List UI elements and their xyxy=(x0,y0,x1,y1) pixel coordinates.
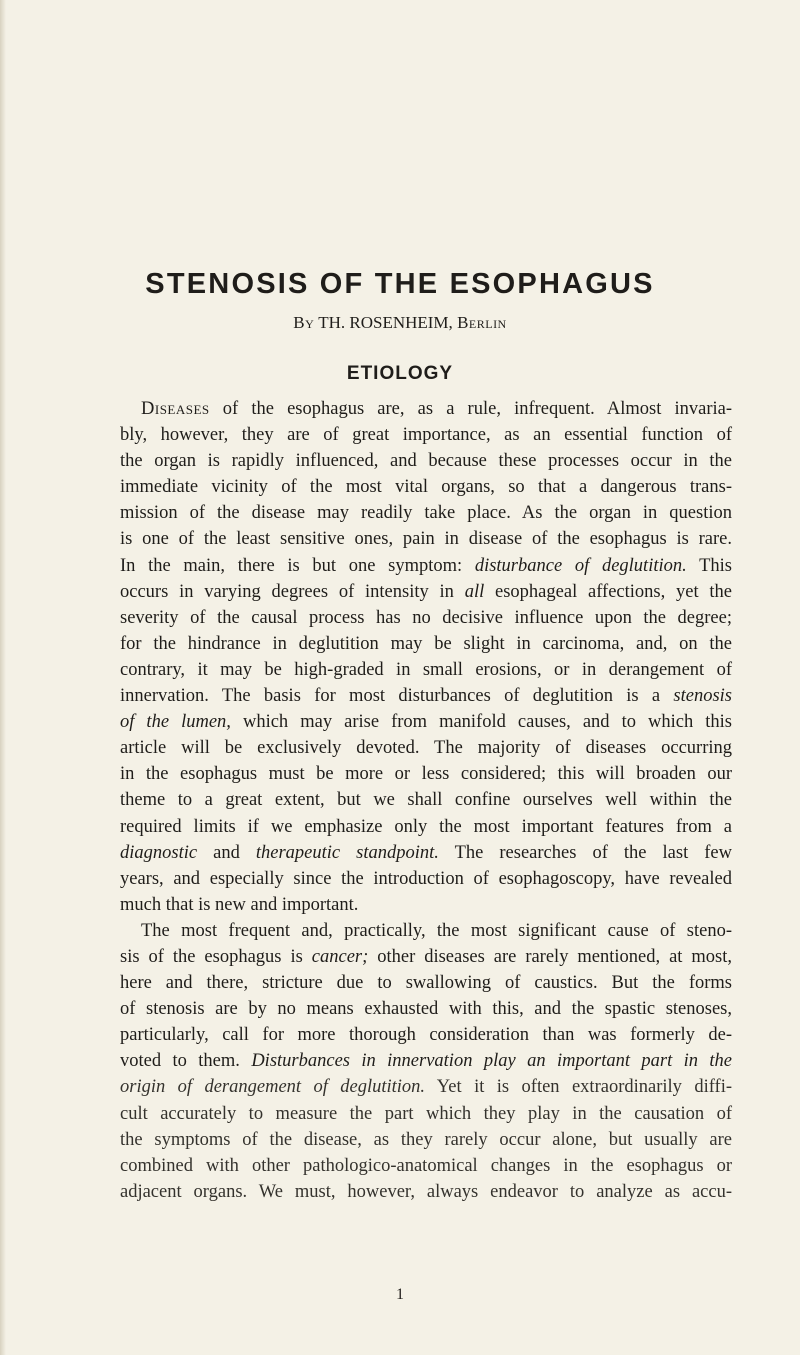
byline-by: By xyxy=(293,313,315,332)
byline xyxy=(0,313,800,333)
text-line xyxy=(120,1074,732,1100)
emphasis: all xyxy=(464,581,485,602)
text-line: in the esophagus must be more or less considered; this will broaden our xyxy=(120,764,732,785)
byline-location: Berlin xyxy=(457,313,507,332)
text-line: theme to a great extent, but we shall confine ourselves well within the xyxy=(120,790,732,811)
text-line: of stenosis are by no means exhausted with this, and the spastic stenoses, xyxy=(120,999,732,1020)
emphasis: diagnostic xyxy=(120,842,198,863)
text-span: which may arise from manifold causes, and to which this xyxy=(230,712,733,733)
text-line: contrary, it may be high-graded in small erosions, or in derangement of xyxy=(120,659,732,680)
text-line: the symptoms of the disease, as they rarely occur alone, but usually are xyxy=(120,1129,732,1150)
emphasis: stenosis xyxy=(673,686,732,707)
emphasis: therapeutic standpoint. xyxy=(255,842,439,863)
text-line xyxy=(120,944,732,970)
text-line xyxy=(120,1048,732,1074)
text-line: The most frequent and, practically, the most significant cause of steno- xyxy=(141,920,732,941)
text-span: sis of the esophagus is xyxy=(120,946,312,967)
text-line: much that is new and important. xyxy=(120,894,359,915)
text-line xyxy=(120,840,732,866)
page-gutter-shadow xyxy=(0,0,6,1355)
emphasis: of the lumen, xyxy=(120,712,231,733)
text-line: immediate vicinity of the most vital organs, so that a dangerous trans- xyxy=(120,477,732,498)
text-span: The researches of the last few xyxy=(438,842,732,863)
text-line: the organ is rapidly influenced, and because these processes occur in the xyxy=(120,451,732,472)
text-line: here and there, stricture due to swallowing of caustics. But the forms xyxy=(120,973,732,994)
text-line: is one of the least sensitive ones, pain in disease of the esophagus is rare. xyxy=(120,529,732,550)
text-line xyxy=(120,396,732,422)
text-line: required limits if we emphasize only the most important features from a xyxy=(120,816,732,837)
text-span: other diseases are rarely mentioned, at most, xyxy=(368,946,732,967)
text-line: years, and especially since the introduction of esophagoscopy, have revealed xyxy=(120,868,732,889)
emphasis: disturbance of deglutition. xyxy=(474,555,687,576)
text-line: adjacent organs. We must, however, always endeavor to analyze as accu- xyxy=(120,1181,732,1202)
text-span: Yet it is often extraordinarily diffi- xyxy=(425,1077,732,1098)
text-span: occurs in varying degrees of intensity in xyxy=(120,581,465,602)
text-span: esophageal affections, yet the xyxy=(484,581,732,602)
text-span: voted to them. xyxy=(120,1051,252,1072)
page-number: 1 xyxy=(396,1286,404,1303)
text-line xyxy=(120,683,732,709)
section-heading: ETIOLOGY xyxy=(346,363,454,384)
text-line: for the hindrance in deglutition may be slight in carcinoma, and, on the xyxy=(120,633,732,654)
text-span: This xyxy=(686,555,732,576)
text-line xyxy=(120,579,732,605)
text-line xyxy=(120,709,732,735)
emphasis: origin of derangement of deglutition. xyxy=(120,1077,426,1098)
byline-author: TH. ROSENHEIM, xyxy=(318,313,453,332)
text-line xyxy=(120,553,732,579)
article-title: STENOSIS OF THE ESOPHAGUS xyxy=(145,268,655,300)
text-span: and xyxy=(197,842,256,863)
emphasis: cancer; xyxy=(311,946,369,967)
text-span: In the main, there is but one symptom: xyxy=(120,555,475,576)
text-line: cult accurately to measure the part which they play in the causation of xyxy=(120,1103,732,1124)
text-line: severity of the causal process has no decisive influence upon the degree; xyxy=(120,607,732,628)
text-line: mission of the disease may readily take place. As the organ in question xyxy=(120,503,732,524)
text-line: particularly, call for more thorough consideration than was formerly de- xyxy=(120,1025,732,1046)
text-line: bly, however, they are of great importance, as an essential function of xyxy=(120,425,732,446)
text-span: innervation. The basis for most disturbances of deglutition is a xyxy=(120,686,674,707)
text-line: combined with other pathologico-anatomical changes in the esophagus or xyxy=(120,1155,732,1176)
emphasis: Disturbances in innervation play an important part in the xyxy=(251,1051,732,1072)
drop-word: Diseases xyxy=(141,399,210,419)
body-text xyxy=(120,396,732,1205)
text-span: of the esophagus are, as a rule, infrequent. Almost invaria- xyxy=(209,399,732,419)
text-line: article will be exclusively devoted. The majority of diseases occurring xyxy=(120,738,732,759)
